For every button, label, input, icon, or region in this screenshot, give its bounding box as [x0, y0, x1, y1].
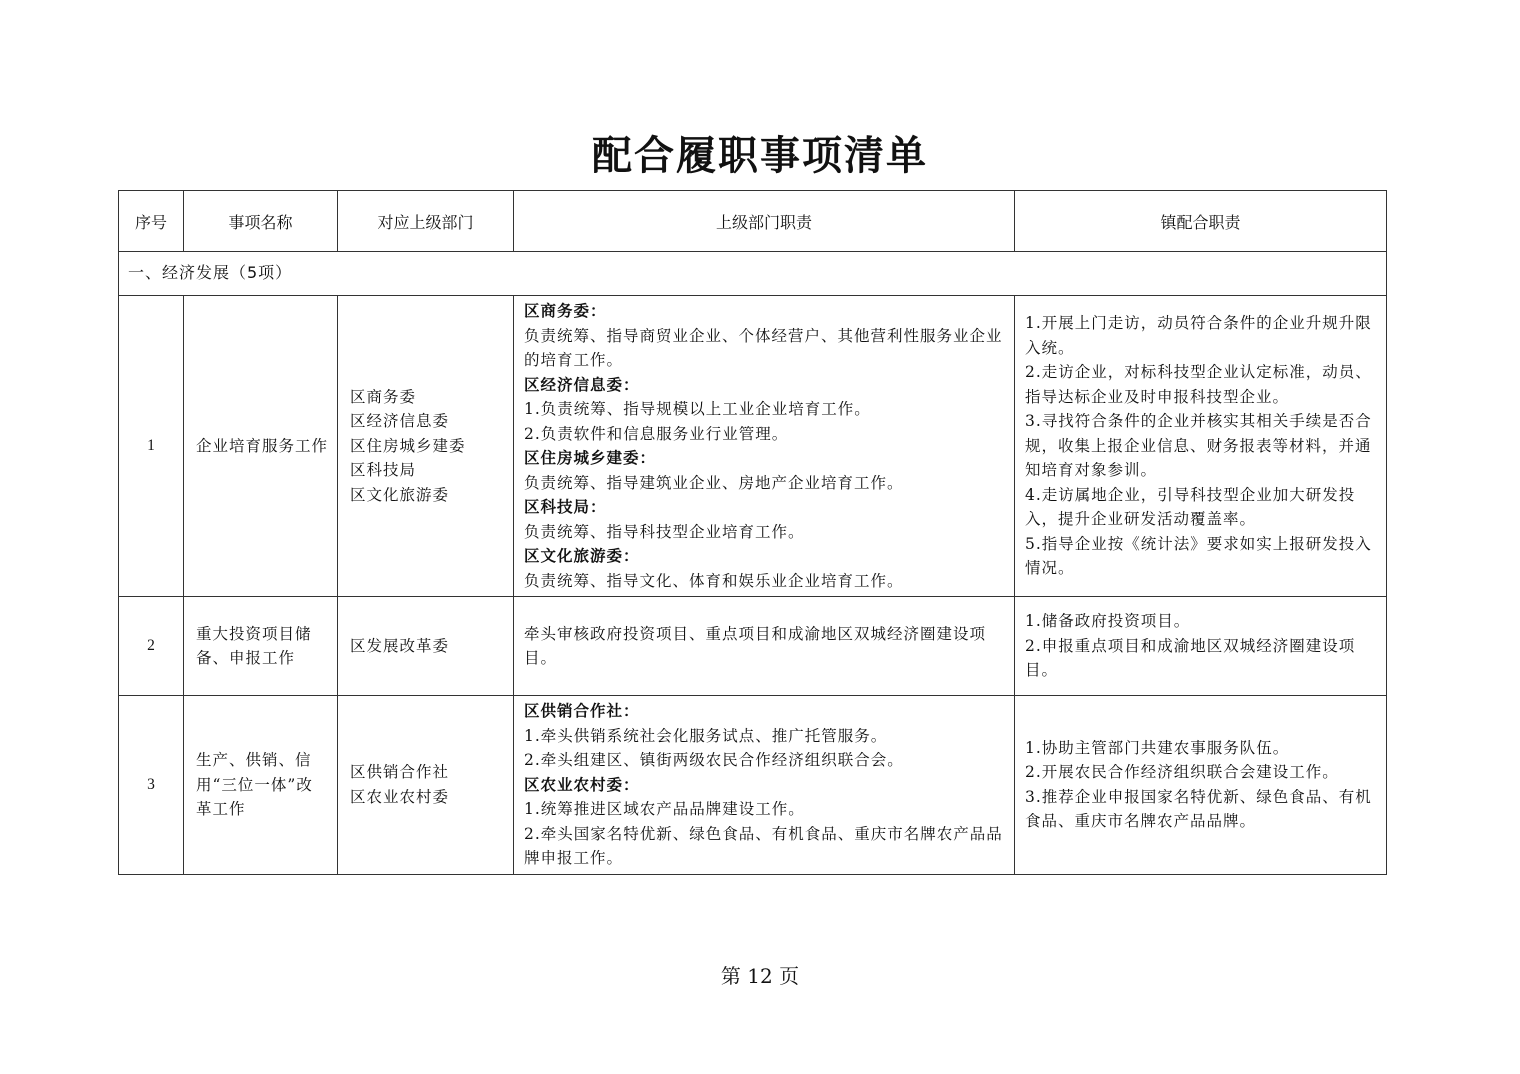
duty-line: 1.统筹推进区域农产品品牌建设工作。: [524, 800, 805, 818]
dept-heading: 区科技局：: [524, 497, 607, 516]
superior-duty-cell: [514, 296, 1015, 597]
dept-name: 区文化旅游委: [350, 485, 450, 504]
dept-name: 区商务委: [350, 387, 417, 406]
dept-heading: 区经济信息委：: [524, 374, 640, 394]
header-cell: 对应上级部门: [338, 191, 514, 252]
dept-cell: [338, 296, 514, 597]
duty-line: 负责统筹、指导建筑业企业、房地产企业培育工作。: [524, 473, 904, 492]
header-row: [119, 191, 1387, 252]
dept-heading: 区商务委：: [524, 301, 607, 320]
dept-name: 区农业农村委: [350, 787, 450, 806]
dept-name: 区发展改革委: [350, 636, 450, 655]
table-row: [119, 296, 1387, 597]
duty-line: 牵头审核政府投资项目、重点项目和成渝地区双城经济圈建设项目。: [524, 624, 987, 667]
duty-table: [118, 190, 1387, 875]
table-row: [119, 597, 1387, 696]
row-number: 2: [119, 597, 184, 696]
duty-line: 2.负责软件和信息服务业行业管理。: [524, 424, 789, 443]
page-title: 配合履职事项清单: [592, 132, 928, 179]
town-duty-cell: [1015, 296, 1387, 597]
dept-name: 区科技局: [350, 461, 417, 480]
town-duty-line: 3.推荐企业申报国家名特优新、绿色食品、有机食品、重庆市名牌农产品品牌。: [1025, 787, 1372, 831]
dept-name: 区经济信息委: [350, 412, 450, 431]
section-row: [119, 252, 1387, 296]
item-name: 重大投资项目储备、申报工作: [184, 597, 338, 696]
header-cell: 上级部门职责: [514, 191, 1015, 252]
header-cell: 事项名称: [184, 191, 338, 252]
section-title: 一、经济发展（5项）: [119, 252, 1387, 296]
dept-heading: 区住房城乡建委：: [524, 448, 657, 467]
duty-line: 1.牵头供销系统社会化服务试点、推广托管服务。: [524, 726, 888, 745]
duty-line: 负责统筹、指导科技型企业培育工作。: [524, 522, 805, 541]
town-duty-line: 1.储备政府投资项目。: [1025, 612, 1191, 631]
town-duty-line: 4.走访属地企业，引导科技型企业加大研发投入，提升企业研发活动覆盖率。: [1025, 485, 1356, 529]
town-duty-line: 2.走访企业，对标科技型企业认定标准，动员、指导达标企业及时申报科技型企业。: [1025, 363, 1372, 406]
duty-line: 1.负责统筹、指导规模以上工业企业培育工作。: [524, 400, 871, 418]
town-duty-line: 5.指导企业按《统计法》要求如实上报研发投入情况。: [1025, 534, 1372, 578]
town-duty-cell: [1015, 696, 1387, 875]
town-duty-line: 1.协助主管部门共建农事服务队伍。: [1025, 738, 1290, 757]
duty-line: 2.牵头组建区、镇街两级农民合作经济组织联合会。: [524, 751, 904, 769]
dept-heading: 区文化旅游委：: [524, 546, 640, 565]
header-cell: 镇配合职责: [1015, 191, 1387, 252]
row-number: 1: [119, 296, 184, 597]
dept-heading: 区供销合作社：: [524, 701, 640, 720]
duty-line: 负责统筹、指导文化、体育和娱乐业企业培育工作。: [524, 571, 904, 590]
duty-line: 负责统筹、指导商贸业企业、个体经营户、其他营利性服务业企业的培育工作。: [524, 326, 1003, 369]
superior-duty-cell: [514, 696, 1015, 875]
town-duty-cell: [1015, 597, 1387, 696]
town-duty-line: 3.寻找符合条件的企业并核实其相关手续是否合规，收集上报企业信息、财务报表等材料，并通知培育对象参训。: [1025, 412, 1372, 480]
item-name: 企业培育服务工作: [184, 296, 338, 597]
item-name: 生产、供销、信用“三位一体”改革工作: [184, 696, 338, 875]
dept-name: 区供销合作社: [350, 763, 450, 782]
dept-cell: [338, 696, 514, 875]
row-number: 3: [119, 696, 184, 875]
duty-line: 2.牵头国家名特优新、绿色食品、有机食品、重庆市名牌农产品品牌申报工作。: [524, 824, 1003, 867]
town-duty-line: 1.开展上门走访，动员符合条件的企业升规升限入统。: [1025, 314, 1372, 357]
dept-cell: [338, 597, 514, 696]
dept-name: 区住房城乡建委: [350, 436, 466, 455]
town-duty-line: 2.开展农民合作经济组织联合会建设工作。: [1025, 763, 1339, 782]
dept-heading: 区农业农村委：: [524, 774, 640, 794]
header-cell: 序号: [119, 191, 184, 252]
page-number: 第 12 页: [720, 964, 800, 988]
table-row: [119, 696, 1387, 875]
superior-duty-cell: [514, 597, 1015, 696]
town-duty-line: 2.申报重点项目和成渝地区双城经济圈建设项目。: [1025, 636, 1356, 680]
